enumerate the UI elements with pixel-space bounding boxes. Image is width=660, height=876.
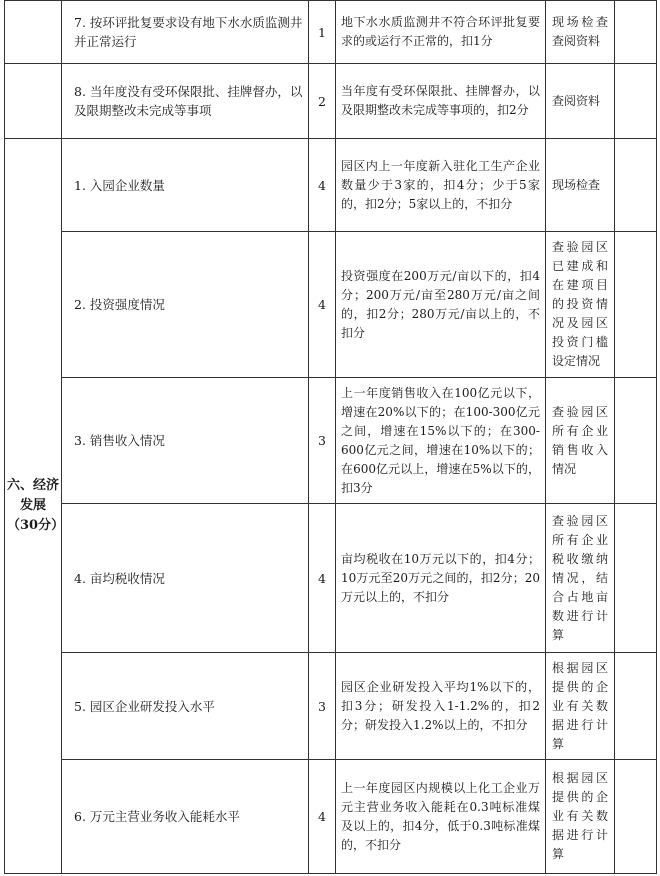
- blank-cell: [615, 378, 657, 504]
- criteria-cell: 投资强度在200万元/亩以下的，扣4分；200万元/亩至280万元/亩之间的，扣2分；280万元/亩以上的，不扣分: [336, 232, 546, 378]
- blank-cell: [615, 64, 657, 139]
- criteria-cell: 上一年度销售收入在100亿元以下，增速在20%以下的；在100-300亿元之间，增速在15%以下的；在300-600亿元之间，增速在10%以下的；在600亿元以上，增速在5%以下的，扣3分: [336, 378, 546, 504]
- table-row: [5, 653, 657, 760]
- score-cell: 4: [309, 232, 336, 378]
- method-cell: 查阅资料: [546, 64, 615, 139]
- table-row: [5, 64, 657, 139]
- item-cell: 8. 当年度没有受环保限批、挂牌督办，以及限期整改未完成等事项: [62, 64, 309, 139]
- method-cell: 现场检查: [546, 139, 615, 232]
- criteria-cell: 园区企业研发投入平均1%以下的，扣3分；研发投入1-1.2%的，扣2分；研发投入1.2%以上的，不扣分: [336, 653, 546, 760]
- blank-cell: [615, 504, 657, 653]
- method-cell: 查验园区已建成和在建项目的投资情况及园区投资门槛设定情况: [546, 232, 615, 378]
- criteria-cell: 上一年度园区内规模以上化工企业万元主营业务收入能耗在0.3吨标准煤及以上的，扣4分，低于0.3吨标准煤的，不扣分: [336, 760, 546, 874]
- method-cell: 现场检查查阅资料: [546, 1, 615, 64]
- score-cell: 3: [309, 653, 336, 760]
- table-row: [5, 760, 657, 874]
- table-row: [5, 232, 657, 378]
- blank-cell: [615, 232, 657, 378]
- score-cell: 4: [309, 504, 336, 653]
- table-row: [5, 504, 657, 653]
- score-cell: 1: [309, 1, 336, 64]
- blank-cell: [615, 139, 657, 232]
- score-cell: 4: [309, 139, 336, 232]
- method-cell: 查验园区所有企业税收缴纳情况，结合占地亩数进行计算: [546, 504, 615, 653]
- item-cell: 7. 按环评批复要求设有地下水水质监测井并正常运行: [62, 1, 309, 64]
- method-cell: 查验园区所有企业销售收入情况: [546, 378, 615, 504]
- criteria-cell: 亩均税收在10万元以下的，扣4分；10万元至20万元之间的，扣2分；20万元以上的，不扣分: [336, 504, 546, 653]
- item-cell: 1. 入园企业数量: [62, 139, 309, 232]
- table-row: [5, 1, 657, 64]
- table-row: [5, 378, 657, 504]
- item-cell: 5. 园区企业研发投入水平: [62, 653, 309, 760]
- item-cell: 3. 销售收入情况: [62, 378, 309, 504]
- item-cell: 6. 万元主营业务收入能耗水平: [62, 760, 309, 874]
- assessment-table: [4, 0, 657, 874]
- blank-cell: [615, 1, 657, 64]
- item-cell: 4. 亩均税收情况: [62, 504, 309, 653]
- table-row: [5, 139, 657, 232]
- criteria-cell: 园区内上一年度新入驻化工生产企业数量少于3家的，扣4分；少于5家的，扣2分；5家以上的，不扣分: [336, 139, 546, 232]
- category-cell-continued: [5, 1, 62, 64]
- criteria-cell: 地下水水质监测井不符合环评批复要求的或运行不正常的，扣1分: [336, 1, 546, 64]
- method-cell: 根据园区提供的企业有关数据进行计算: [546, 760, 615, 874]
- criteria-cell: 当年度有受环保限批、挂牌督办，以及限期整改未完成等事项的，扣2分: [336, 64, 546, 139]
- score-cell: 3: [309, 378, 336, 504]
- blank-cell: [615, 653, 657, 760]
- blank-cell: [615, 760, 657, 874]
- item-cell: 2. 投资强度情况: [62, 232, 309, 378]
- category-cell-continued: [5, 64, 62, 139]
- method-cell: 根据园区提供的企业有关数据进行计算: [546, 653, 615, 760]
- score-cell: 2: [309, 64, 336, 139]
- score-cell: 4: [309, 760, 336, 874]
- category-cell: 六、经济发展（30分）: [5, 139, 62, 874]
